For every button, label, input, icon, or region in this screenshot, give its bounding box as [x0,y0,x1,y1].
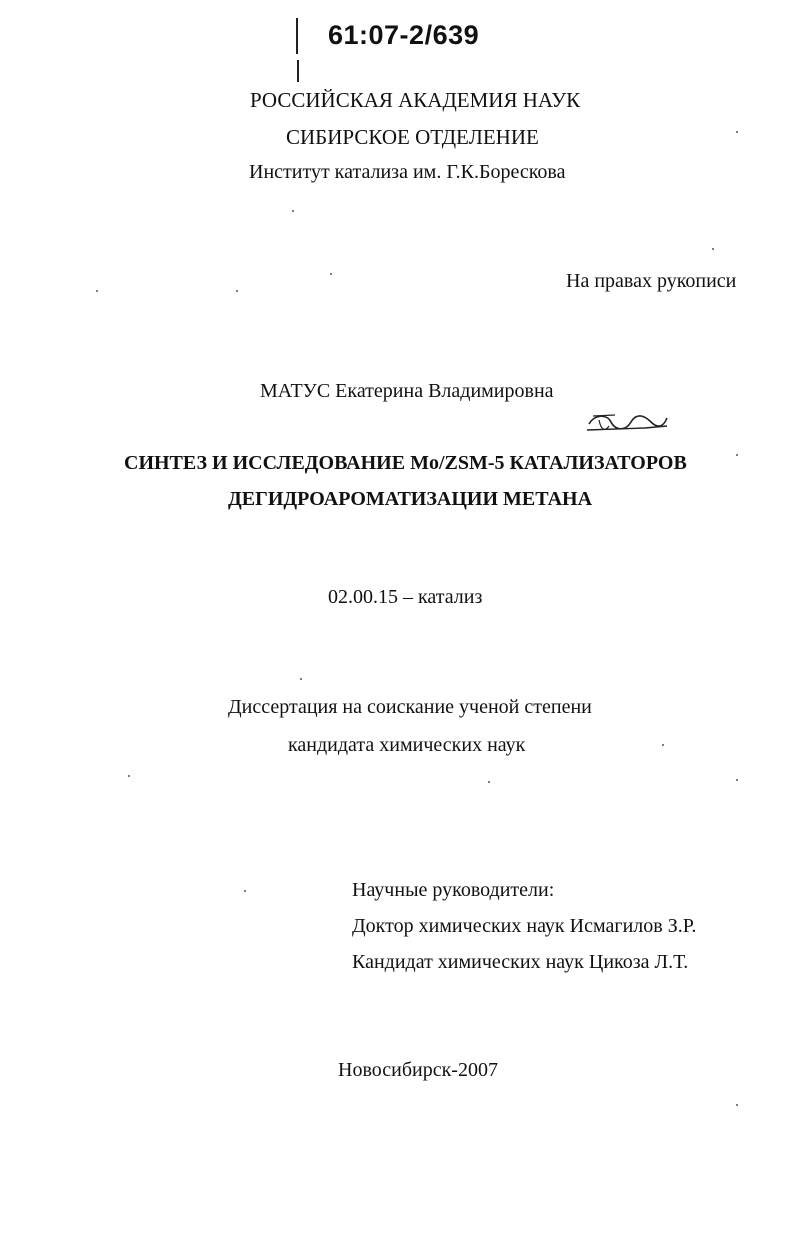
stamp-rule-top [296,18,298,54]
scan-speck [736,1104,738,1106]
scan-speck [96,290,98,292]
scan-speck [244,890,246,892]
scan-speck [330,273,332,275]
city-year: Новосибирск-2007 [338,1059,498,1081]
supervisor-1: Доктор химических наук Исмагилов З.Р. [352,915,697,937]
scan-speck [736,131,738,133]
stamp-rule-bottom [297,60,299,82]
dissertation-title-line-1: СИНТЕЗ И ИССЛЕДОВАНИЕ Mo/ZSM-5 КАТАЛИЗАТОРОВ [124,452,687,474]
scan-speck [736,779,738,781]
supervisors-heading: Научные руководители: [352,879,555,901]
academy-name: РОССИЙСКАЯ АКАДЕМИЯ НАУК [250,88,581,112]
scan-speck [736,454,738,456]
scan-speck [712,248,714,250]
supervisor-2: Кандидат химических наук Цикоза Л.Т. [352,951,689,973]
specialty-code: 02.00.15 – катализ [328,586,483,608]
degree-statement-line-1: Диссертация на соискание ученой степени [228,696,592,718]
branch-name: СИБИРСКОЕ ОТДЕЛЕНИЕ [286,125,539,149]
scan-speck [292,210,294,212]
scan-speck [662,744,664,746]
degree-statement-line-2: кандидата химических наук [288,734,526,756]
scan-speck [488,781,490,783]
handwritten-signature [585,410,669,436]
scan-speck [236,290,238,292]
library-stamp-code: 61:07-2/639 [328,20,480,50]
institute-name: Институт катализа им. Г.К.Борескова [249,161,566,183]
scan-speck [300,678,302,680]
dissertation-title-line-2: ДЕГИДРОАРОМАТИЗАЦИИ МЕТАНА [228,488,593,510]
author-name: МАТУС Екатерина Владимировна [260,380,554,402]
scan-speck [128,775,130,777]
manuscript-rights-note: На правах рукописи [566,270,737,292]
